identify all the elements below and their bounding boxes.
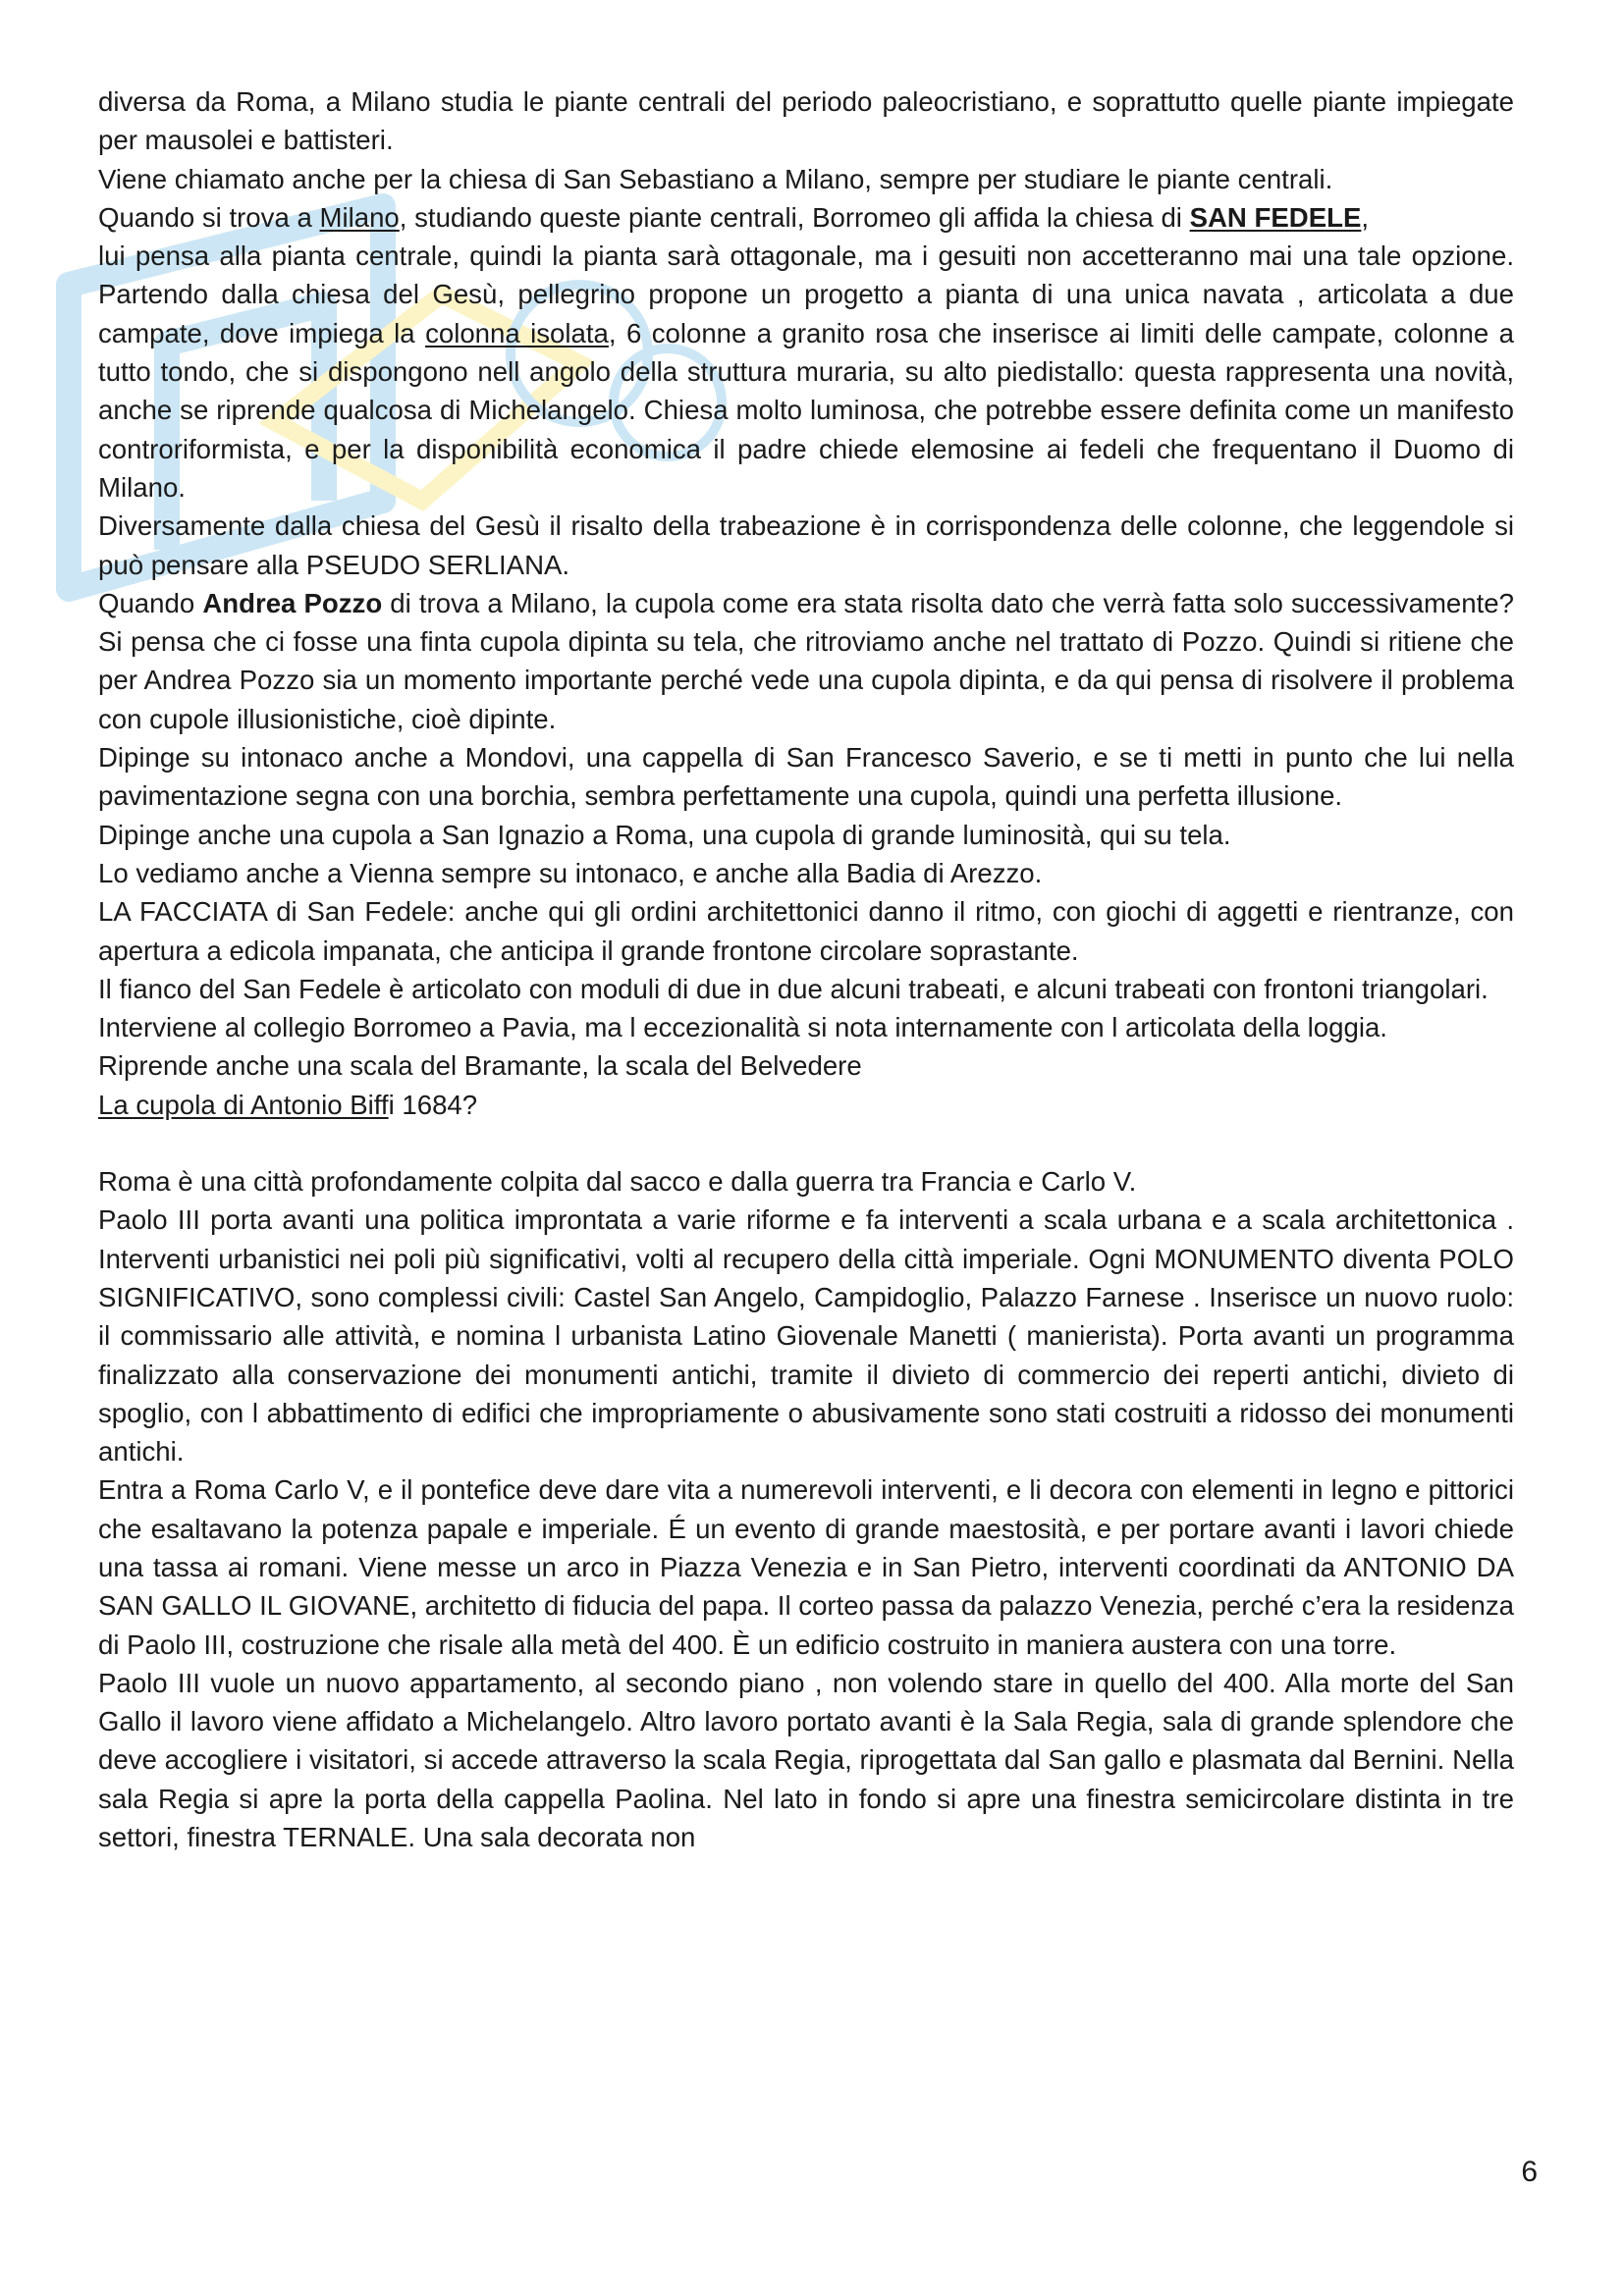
paragraph bbox=[98, 160, 1514, 198]
paragraph bbox=[98, 1086, 1514, 1124]
text-run: Paolo III porta avanti una politica improntata a varie riforme e fa interventi a scala urbana e a scala architettonica . Interventi urbanistici nei poli più significativi, volti al recupero della città imperiale. Ogni MONUMENTO diventa POLO SIGNIFICATIVO, sono complessi civili: Castel San Angelo, Campidoglio, Palazzo Farnese . Inserisce un nuovo ruolo: il commissario alle attività, e nomina l urbanista Latino Giovenale Manetti ( manierista). Porta avanti un programma finalizzato alla conservazione dei monumenti antichi, tramite il divieto di commercio dei reperti antichi, divieto di spoglio, con l abbattimento di edifici che impropriamente o abusivamente sono stati costruiti a ridosso dei monumenti antichi. bbox=[98, 1204, 1514, 1468]
page-number: 6 bbox=[1521, 2156, 1538, 2188]
text-run: Paolo III vuole un nuovo appartamento, al secondo piano , non volendo stare in quello del 400. Alla morte del San Gallo il lavoro viene affidato a Michelangelo. Altro lavoro portato avanti è la Sala Regia, sala di grande splendore che deve accogliere i visitatori, si accede attraverso la scala Regia, riprogettata dal San gallo e plasmata dal Bernini. Nella sala Regia si apre la porta della cappella Paolina. Nel lato in fondo si apre una finestra semicircolare distinta in tre settori, finestra TERNALE. Una sala decorata non bbox=[98, 1667, 1514, 1853]
paragraph bbox=[98, 970, 1514, 1008]
bold-text: Andrea Pozzo bbox=[202, 587, 383, 618]
text-run: , bbox=[1361, 201, 1370, 233]
text-run: LA FACCIATA di San Fedele: anche qui gli ordini architettonici danno il ritmo, con giochi di aggetti e rientranze, con apertura a edicola impanata, che anticipa il grande frontone circolare soprastante. bbox=[98, 896, 1514, 966]
text-run: , 6 colonne a granito rosa che inserisce ai limiti delle campate, colonne a tutto tondo, che si dispongono nell angolo della struttura muraria, su alto piedistallo: questa rappresenta una novità, anche se riprende qualcosa di Michelangelo. Chiesa molto luminosa, che potrebbe essere definita come un manifesto controriformista, e per la disponibilità economica il padre chiede elemosine ai fedeli che frequentano il Duomo di Milano. bbox=[98, 317, 1514, 503]
paragraph bbox=[98, 1664, 1514, 1856]
text-run: , studiando queste piante centrali, Borromeo gli affida la chiesa di bbox=[399, 201, 1190, 233]
text-run: Dipinge su intonaco anche a Mondovi, una cappella di San Francesco Saverio, e se ti metti in punto che lui nella pavimentazione segna con una borchia, sembra perfettamente una cupola, quindi una perfetta illusione. bbox=[98, 742, 1514, 812]
paragraph bbox=[98, 1201, 1514, 1470]
text-run: Il fianco del San Fedele è articolato con moduli di due in due alcuni trabeati, e alcuni trabeati con frontoni triangolari. bbox=[98, 973, 1489, 1004]
document-body bbox=[98, 82, 1514, 1856]
underlined-text: colonna isolata bbox=[425, 317, 609, 348]
paragraph bbox=[98, 738, 1514, 816]
text-run: Riprende anche una scala del Bramante, la scala del Belvedere bbox=[98, 1050, 862, 1082]
text-run: Interviene al collegio Borromeo a Pavia, ma l eccezionalità si nota internamente con l articolata della loggia. bbox=[98, 1012, 1387, 1043]
underlined-text: Milano bbox=[319, 201, 400, 233]
paragraph bbox=[98, 507, 1514, 584]
underlined-text: La cupola di Antonio Biff bbox=[98, 1089, 389, 1120]
paragraph bbox=[98, 892, 1514, 970]
text-run: Quando bbox=[98, 587, 203, 618]
text-run: Diversamente dalla chiesa del Gesù il risalto della trabeazione è in corrispondenza delle colonne, che leggendole si può pensare alla PSEUDO SERLIANA. bbox=[98, 510, 1514, 580]
text-run: Quando si trova a bbox=[98, 201, 320, 233]
paragraph bbox=[98, 854, 1514, 892]
paragraph bbox=[98, 198, 1514, 237]
paragraph bbox=[98, 237, 1514, 507]
text-run: diversa da Roma, a Milano studia le piante centrali del periodo paleocristiano, e soprattutto quelle piante impiegate per mausolei e battisteri. bbox=[98, 86, 1514, 156]
text-run: i 1684? bbox=[388, 1089, 478, 1120]
text-run: di trova a Milano, la cupola come era stata risolta dato che verrà fatta solo successivamente? Si pensa che ci fosse una finta cupola dipinta su tela, che ritroviamo anche nel trattato di Pozzo. Quindi si ritiene che per Andrea Pozzo sia un momento importante perché vede una cupola dipinta, e da qui pensa di risolvere il problema con cupole illusionistiche, cioè dipinte. bbox=[98, 587, 1514, 734]
text-run: lui pensa alla pianta centrale, quindi la pianta sarà ottagonale, ma i gesuiti non accetteranno mai una tale opzione. Partendo dalla chiesa del Gesù, pellegrino propone un progetto a pianta di una unica navata , articolata a due campate, dove impiega la bbox=[98, 240, 1514, 348]
paragraph bbox=[98, 1046, 1514, 1085]
bold-text: SAN FEDELE bbox=[1189, 201, 1362, 233]
paragraph bbox=[98, 82, 1514, 160]
text-run: Dipinge anche una cupola a San Ignazio a Roma, una cupola di grande luminosità, qui su tela. bbox=[98, 819, 1231, 850]
paragraph bbox=[98, 584, 1514, 738]
text-run: Roma è una città profondamente colpita dal sacco e dalla guerra tra Francia e Carlo V. bbox=[98, 1166, 1137, 1198]
paragraph bbox=[98, 1008, 1514, 1046]
paragraph bbox=[98, 1162, 1514, 1201]
text-run: Viene chiamato anche per la chiesa di San Sebastiano a Milano, sempre per studiare le piante centrali. bbox=[98, 163, 1333, 194]
text-run: Entra a Roma Carlo V, e il pontefice deve dare vita a numerevoli interventi, e li decora con elementi in legno e pittorici che esaltavano la potenza papale e imperiale. É un evento di grande maestosità, e per portare avanti i lavori chiede una tassa ai romani. Viene messe un arco in Piazza Venezia e in San Pietro, interventi coordinati da ANTONIO DA SAN GALLO IL GIOVANE, architetto di fiducia del papa. Il corteo passa da palazzo Venezia, perché c’era la residenza di Paolo III, costruzione che risale alla metà del 400. È un edificio costruito in maniera austera con una torre. bbox=[98, 1474, 1514, 1660]
text-run: Lo vediamo anche a Vienna sempre su intonaco, e anche alla Badia di Arezzo. bbox=[98, 857, 1043, 888]
paragraph bbox=[98, 816, 1514, 854]
paragraph bbox=[98, 1470, 1514, 1663]
